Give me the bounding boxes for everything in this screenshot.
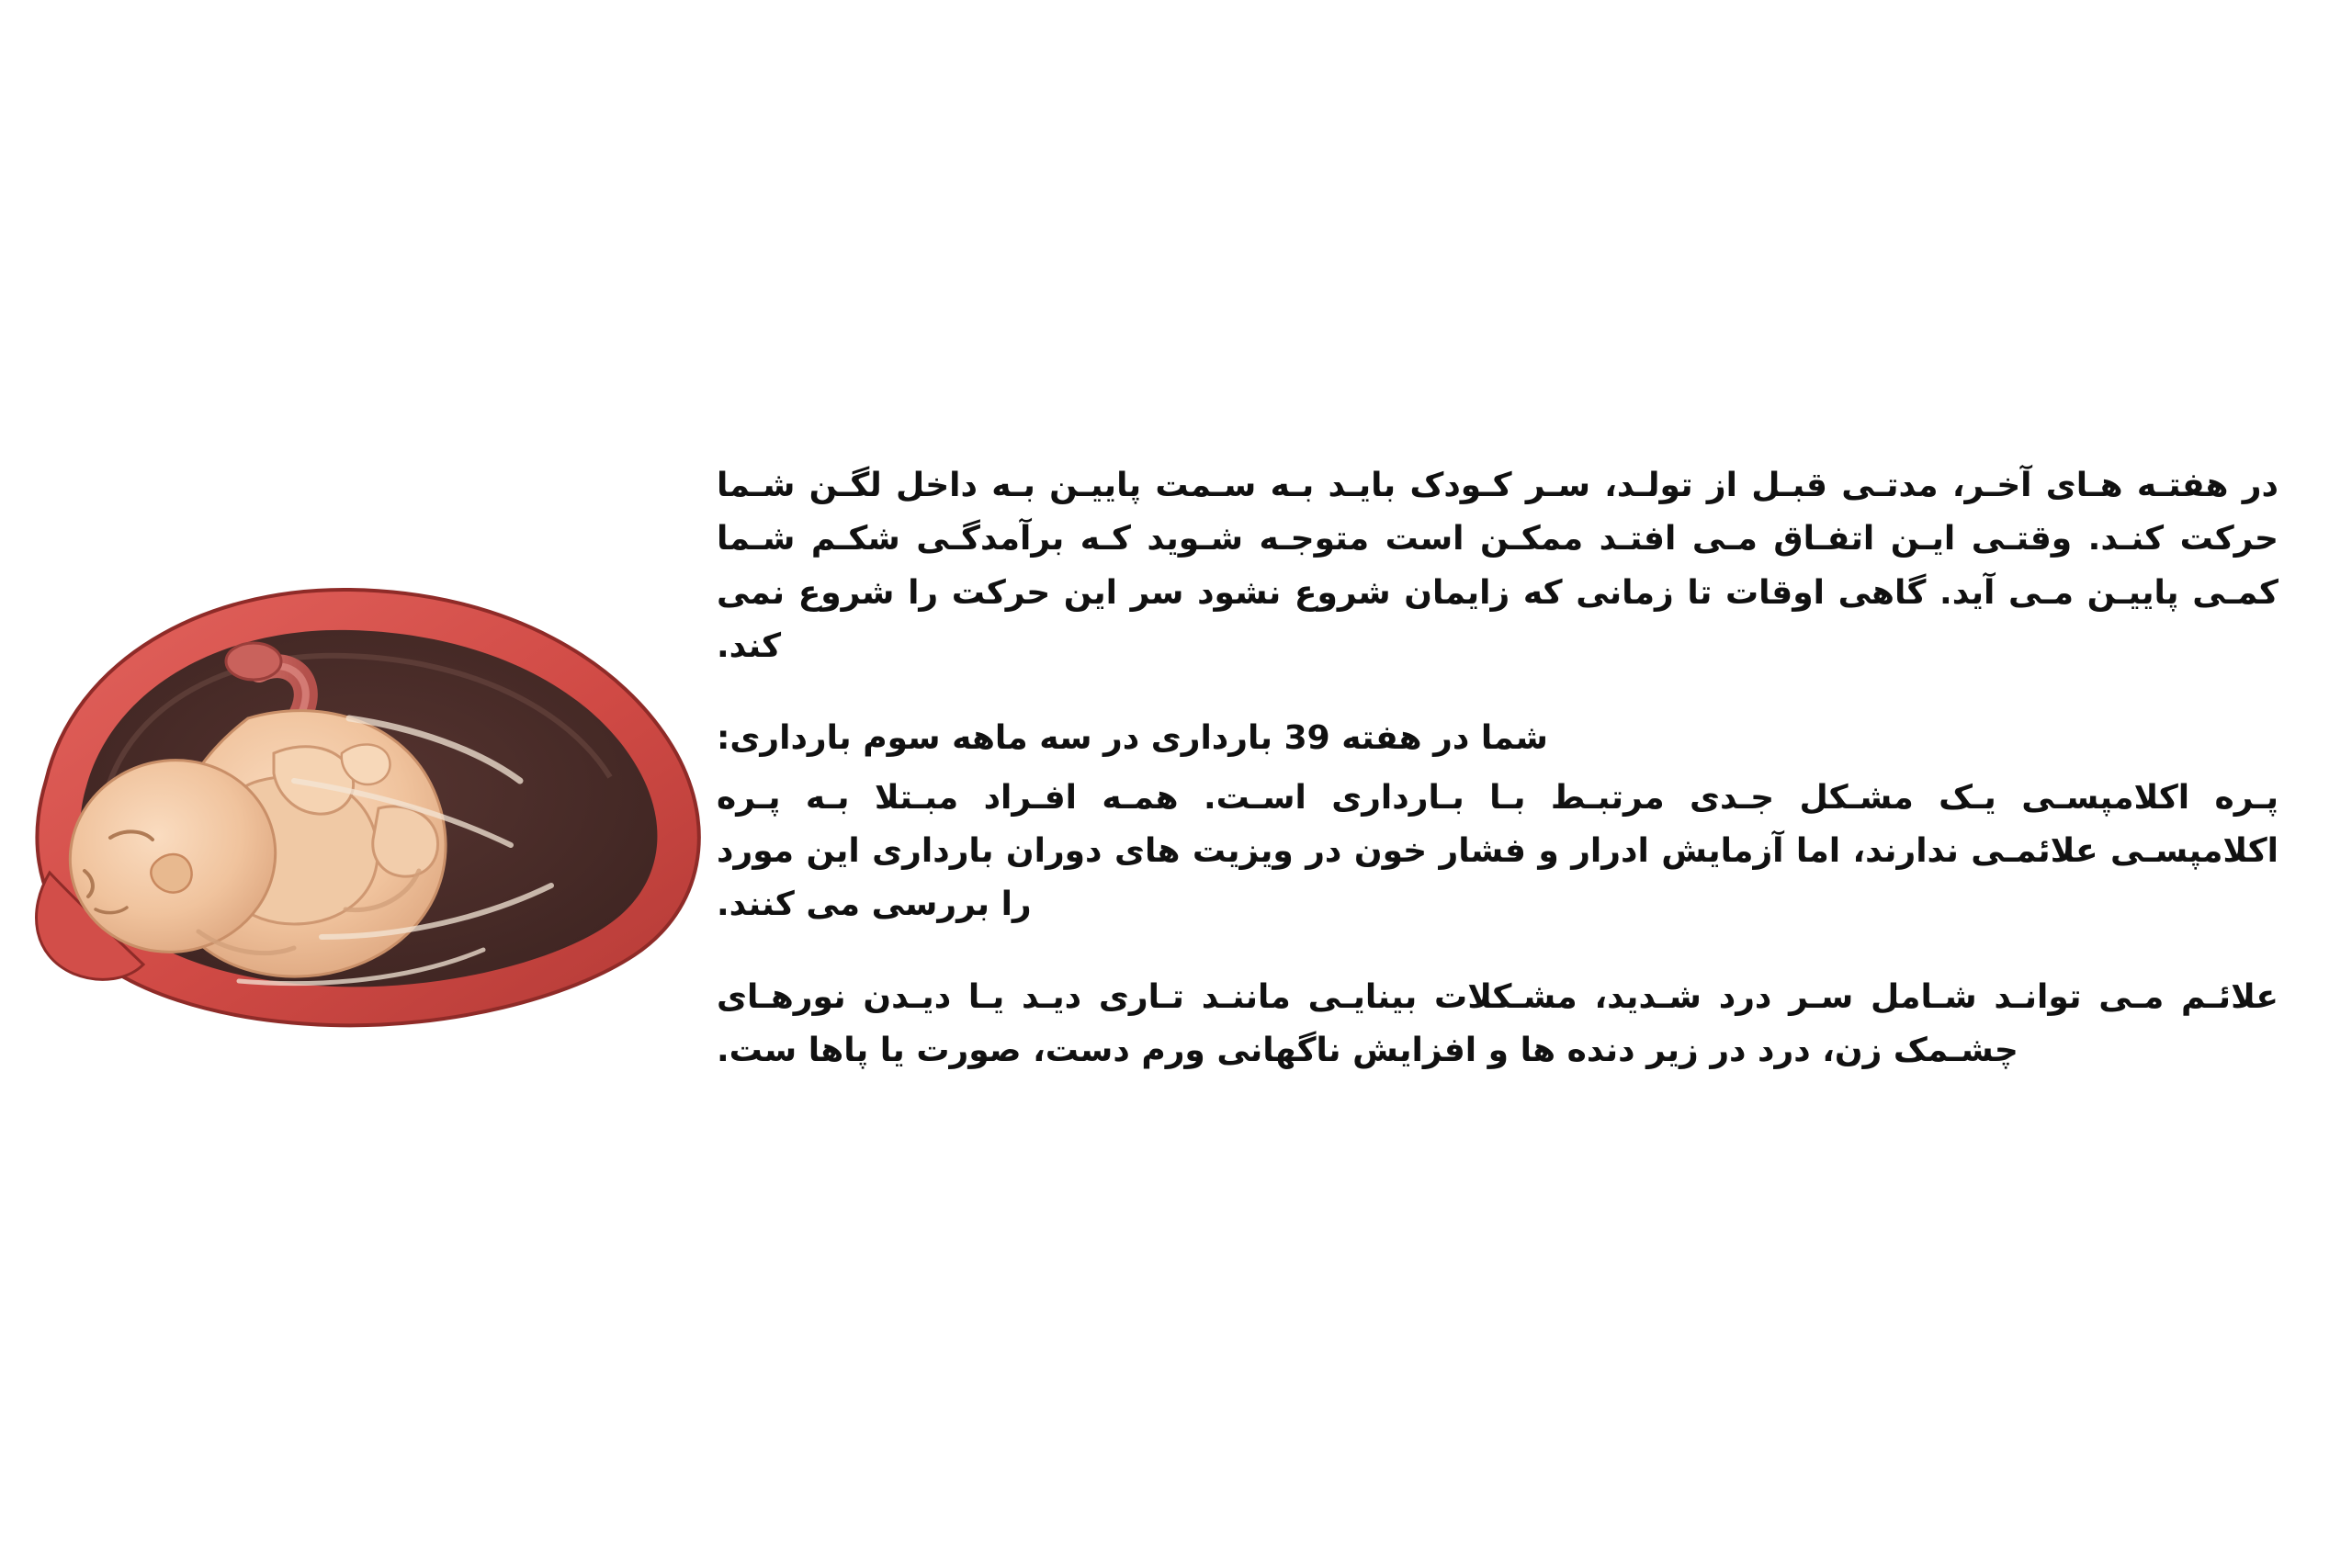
paragraph-week-heading: شما در هفته 39 بارداری در سه ماهه سوم بارداری:	[717, 719, 1548, 758]
paragraph-head-engagement: در هفتـه هـای آخـر، مدتـی قبـل از تولـد، سـر کـودک بایـد بـه سـمت پاییـن بـه داخل لگـن شـما حرکت کنـد. وقتـی ایـن اتفـاق مـی افتـد ممکـن است متوجـه شـوید کـه برآمدگـی شکـم شـما کمـی پاییـن مـی آید. گاهی اوقات تا زمانی که زایمان شروع نشود سر این حرکت را شروع نمی کند.	[717, 467, 2278, 665]
paragraph-symptoms: علائـم مـی توانـد شـامل سـر درد شـدید، مشـکلات بینایـی ماننـد تـاری دیـد یـا دیـدن نورهـای چشـمک زن، درد در زیر دنده ها و افزایش ناگهانی ورم دست، صورت یا پاها ست.	[717, 977, 2278, 1069]
paragraph-preeclampsia: پـره اکلامپسـی یـک مشـکل جـدی مرتبـط بـا بـارداری اسـت. همـه افـراد مبـتلا بـه پـره اکلامپسـی علائمـی ندارند، اما آزمایش ادرار و فشار خون در ویزیت های دوران بارداری این مورد را بررسی می کنند.	[717, 778, 2278, 924]
fetus-in-womb-svg	[18, 478, 753, 1047]
fetus-in-womb-illustration	[18, 478, 753, 1047]
article-text-column	[717, 459, 2278, 1077]
